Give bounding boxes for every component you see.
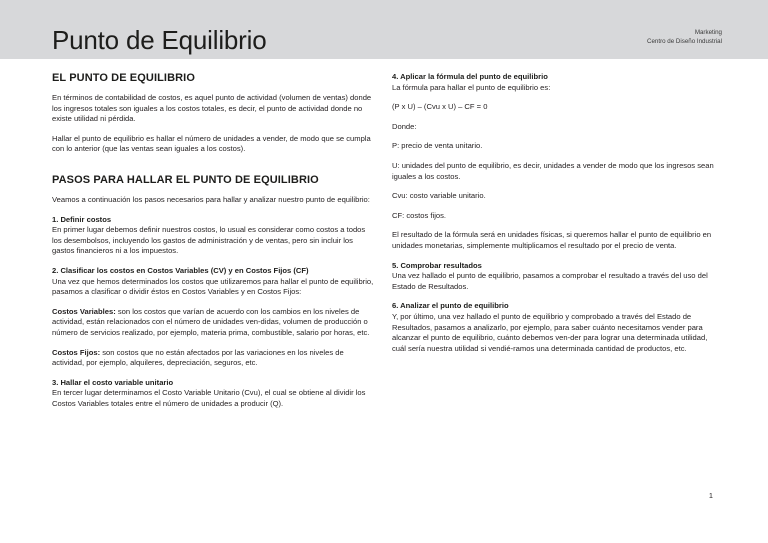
section-heading-punto-de-equilibrio: EL PUNTO DE EQUILIBRIO (52, 72, 195, 84)
costos-variables-text: son los costos que varían de acuerdo con los cambios en los niveles de actividad, están relacionados con el número de unidades ven-didas, volumen de producción o número de servicios realizado, por ejemplo, materia prima, combustible, salario por horas, etc. (52, 306, 370, 337)
paragraph-costos-variables (52, 307, 376, 339)
step-3-body: En tercer lugar determinamos el Costo Variable Unitario (Cvu), el cual se obtiene al dividir los Costos Variables totales entre el número de unidades a producir (Q). (52, 388, 366, 408)
paragraph-costos-fijos (52, 348, 376, 369)
definition-cvu: Cvu: costo variable unitario. (392, 191, 486, 201)
definition-cf: CF: costos fijos. (392, 210, 447, 220)
definition-p: P: precio de venta unitario. (392, 141, 483, 151)
paragraph-veamos-pasos: Veamos a continuación los pasos necesarios para hallar y analizar nuestro punto de equilibrio: (52, 194, 370, 204)
step-6-body: Y, por último, una vez hallado el punto de equilibrio y comprobado a través del Estado de Resultados, pasamos a analizarlo, por ejemplo, para saber cuánto necesitamos vender para alcanzar el punto de equilibrio, cuánto debemos ven-der para lograr una determinada utilidad, cuál sería nuestra utilidad si vendié-ramos una determinada cantidad de productos, etc. (392, 311, 708, 353)
section-heading-pasos: PASOS PARA HALLAR EL PUNTO DE EQUILIBRIO (52, 173, 319, 186)
step-1-title: 1. Definir costos (52, 214, 112, 224)
formula-punto-de-equilibrio: (P x U) – (Cvu x U) – CF = 0 (392, 102, 488, 112)
header-meta (647, 29, 722, 46)
step-4-body: La fórmula para hallar el punto de equilibrio es: (392, 82, 551, 92)
paragraph-hallar-punto: Hallar el punto de equilibrio es hallar el número de unidades a vender, de modo que se cumpla con lo anterior (que las ventas sean iguales a los costos). (52, 133, 371, 154)
step-6-title: 6. Analizar el punto de equilibrio (392, 301, 509, 311)
page-number: 1 (708, 491, 713, 500)
label-donde: Donde: (392, 121, 417, 131)
paragraph-definicion: En términos de contabilidad de costos, es aquel punto de actividad (volumen de ventas) donde los ingresos totales son iguales a los costos totales, es decir, el punto de actividad donde no existe utilidad ni pérdida. (52, 93, 372, 124)
step-1-body: En primer lugar debemos definir nuestros costos, lo usual es considerar como costos a todos los desembolsos, incluyendo los gastos de administración y de ventas, pero sin incluir los gastos financieros ni a los impuestos. (52, 225, 366, 256)
step-2-title: 2. Clasificar los costos en Costos Variables (CV) y en Costos Fijos (CF) (52, 265, 309, 275)
costos-variables-label: Costos Variables: (52, 306, 116, 316)
step-4-title: 4. Aplicar la fórmula del punto de equilibrio (392, 72, 548, 81)
paragraph-resultado-formula: El resultado de la fórmula será en unidades físicas, si queremos hallar el punto de equilibrio en unidades monetarias, simplemente multiplicamos el resultado por el precio de venta. (392, 230, 712, 250)
header-meta-line-2: Centro de Diseño Industrial (647, 37, 722, 45)
right-column (392, 72, 716, 363)
costos-fijos-text: son costos que no están afectados por las variaciones en los niveles de actividad, por ejemplo, alquileres, depreciación, seguros, etc. (52, 347, 344, 368)
step-2-body: Una vez que hemos determinados los costos que utilizaremos para hallar el punto de equilibrio, pasamos a clasificar o dividir éstos en Costos Variables y en Costos Fijos: (52, 276, 374, 297)
page-title: Punto de Equilibrio (52, 25, 267, 55)
step-3-title: 3. Hallar el costo variable unitario (52, 377, 174, 387)
step-5-body: Una vez hallado el punto de equilibrio, pasamos a comprobar el resultado a través del uso del Estado de Resultados. (392, 271, 708, 291)
header-meta-line-1: Marketing (694, 29, 722, 36)
definition-u: U: unidades del punto de equilibrio, es decir, unidades a vender de modo que los ingresos sean iguales a los costos. (392, 160, 714, 181)
left-column (52, 72, 376, 418)
costos-fijos-label: Costos Fijos: (52, 347, 101, 357)
step-5-title: 5. Comprobar resultados (392, 260, 482, 270)
